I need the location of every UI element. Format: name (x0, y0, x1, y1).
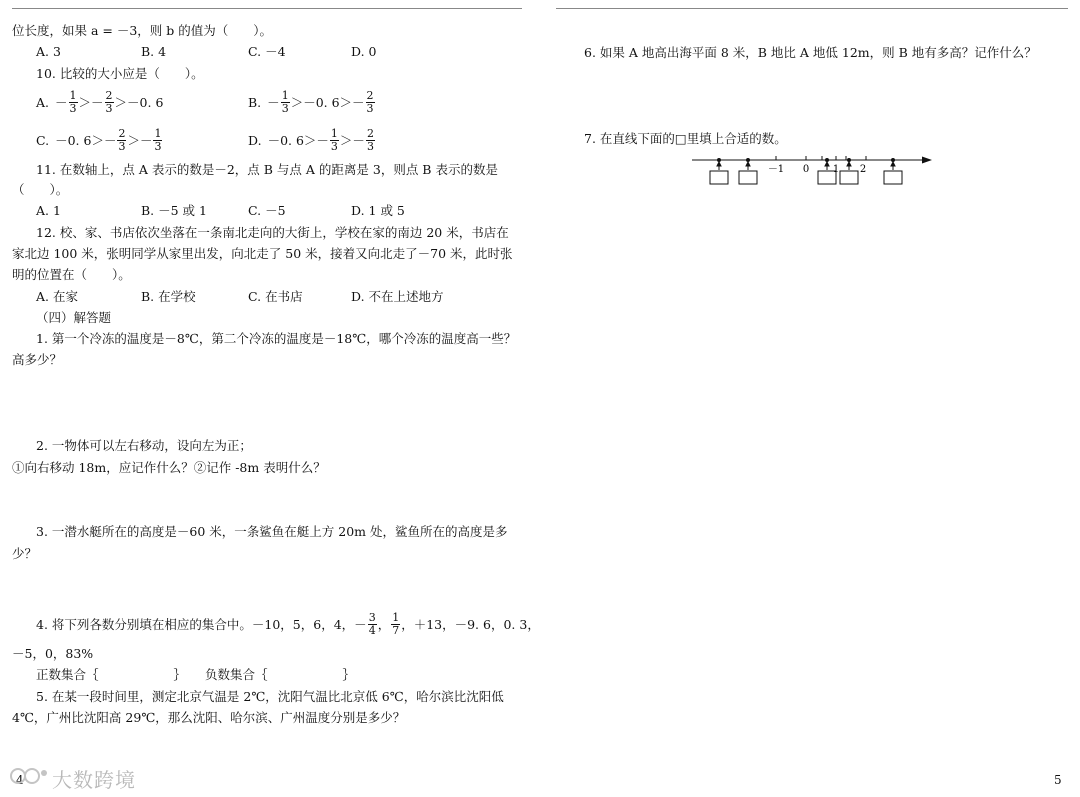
q10-d-f1-den: 3 (330, 140, 338, 153)
q10-b-f2-num: 2 (366, 89, 374, 102)
number-line-label: 2 (859, 164, 867, 175)
a4-fraction2 (391, 612, 400, 637)
number-line-label: －1 (767, 164, 785, 175)
page-number-left: 4 (16, 773, 24, 787)
answer-box[interactable] (739, 171, 757, 184)
q9-stem: 位长度，如果 a = －3，则 b 的值为（ ）。 (12, 23, 272, 38)
q12-option-d: D. 不在上述地方 (351, 289, 444, 304)
a2-line2: ①向右移动 18m，应记作什么？②记作 -8m 表明什么？ (12, 460, 326, 475)
section-heading: （四）解答题 (36, 310, 112, 325)
q12-option-c: C. 在书店 (248, 289, 303, 304)
q10-c-part2: ＞－ (127, 132, 153, 148)
q10-d-part1: －0. 6＞－ (267, 132, 329, 148)
q10-option-a (36, 90, 163, 115)
number-line-figure (688, 150, 938, 190)
q12-line3: 明的位置在（ ）。 (12, 267, 131, 282)
q9-options (36, 44, 376, 60)
a1-line1: 1. 第一个冷冻的温度是－8℃，第二个冷冻的温度是－18℃，哪个冷冻的温度高一些？ (36, 331, 517, 346)
number-line-arrowhead (922, 157, 932, 164)
q10-a-part2: ＞－ (78, 94, 104, 110)
q11-option-a: A. 1 (36, 203, 61, 218)
answer-box[interactable] (840, 171, 858, 184)
q12-option-b: B. 在学校 (141, 289, 196, 304)
q10-a-f1-num: 1 (69, 89, 77, 102)
a3-line1: 3. 一潜水艇所在的高度是－60 米，一条鲨鱼在艇上方 20m 处，鲨鱼所在的高度是多 (36, 524, 508, 539)
q11-option-c: C. －5 (248, 203, 286, 218)
q10-a-f2-num: 2 (105, 89, 113, 102)
q11-options (36, 203, 405, 219)
a4-pre: 4. 将下列各数分别填在相应的集合中。－10，5，6，4， (36, 616, 355, 632)
number-line-label: 1 (832, 164, 840, 175)
left-top-rule (12, 8, 522, 9)
q12-line1: 12. 校、家、书店依次坐落在一条南北走向的大街上，学校在家的南边 20 米，书店在 (36, 225, 509, 240)
a4-fraction1 (368, 612, 377, 637)
a1-line2: 高多少？ (12, 352, 63, 367)
a4-line1 (36, 612, 540, 637)
q9-option-d: D. 0 (351, 44, 377, 59)
q10-a-part3: ＞－0. 6 (114, 94, 164, 110)
a3-line2: 少？ (12, 546, 38, 561)
q10-b-part1: － (267, 94, 280, 110)
q10-d-fraction2 (366, 128, 375, 153)
answer-box[interactable] (884, 171, 902, 184)
q10-b-f1-den: 3 (281, 102, 289, 115)
q10-option-b (248, 90, 376, 115)
a4-f1-den: 4 (368, 624, 376, 637)
a4-negative-set: 负数集合｛ ｝ (205, 667, 356, 682)
q11-option-b: B. －5 或 1 (141, 203, 207, 218)
q10-a-f1-den: 3 (69, 102, 77, 115)
q11-option-d: D. 1 或 5 (351, 203, 405, 218)
a7-text: 7. 在直线下面的□里填上合适的数。 (584, 131, 787, 146)
watermark-text: 大数跨境 (52, 768, 136, 792)
q11-line1: 11. 在数轴上，点 A 表示的数是－2，点 B 与点 A 的距离是 3，则点 B 表示的数是 (36, 162, 498, 177)
a4-post: ，＋13，－9. 6，0. 3， (401, 616, 540, 632)
q10-c-part1: －0. 6＞－ (55, 132, 117, 148)
a5-line1: 5. 在某一段时间里，测定北京气温是 2℃，沈阳气温比北京低 6℃，哈尔滨比沈阳低 (36, 689, 504, 704)
q12-option-a: A. 在家 (36, 289, 78, 304)
q10-c-fraction2 (153, 128, 162, 153)
a2-line1: 2. 一物体可以左右移动，设向左为正； (36, 438, 252, 453)
q10-c-f2-num: 1 (154, 127, 162, 140)
q10-a-fraction1 (69, 90, 78, 115)
q10-option-c (36, 128, 163, 153)
q10-d-part2: ＞－ (339, 132, 365, 148)
q12-line2: 家北边 100 米，张明同学从家里出发，向北走了 50 米，接着又向北走了－70 米，此时张 (12, 246, 513, 261)
q9-option-c: C. －4 (248, 44, 286, 59)
q12-options (36, 289, 444, 305)
q10-c-f1-num: 2 (118, 127, 126, 140)
page-number-right: 5 (1054, 773, 1062, 787)
q10-b-fraction2 (366, 90, 375, 115)
q10-c-f2-den: 3 (154, 140, 162, 153)
a4-f2-den: 7 (392, 624, 400, 637)
right-top-rule (556, 8, 1068, 9)
a4-f2-num: 1 (392, 611, 400, 624)
watermark-logo-icon (8, 765, 48, 787)
number-line-label: 0 (802, 164, 810, 175)
q10-a-part1: － (55, 94, 68, 110)
q10-b-fraction1 (281, 90, 290, 115)
a4-sep1: ， (377, 616, 391, 632)
q10-a-f2-den: 3 (105, 102, 113, 115)
q10-b-part2: ＞－0. 6＞－ (290, 94, 365, 110)
q10-option-d (248, 128, 376, 153)
q10-d-f1-num: 1 (330, 127, 338, 140)
q9-option-a: A. 3 (36, 44, 61, 59)
answer-box[interactable] (710, 171, 728, 184)
q10-a-fraction2 (105, 90, 114, 115)
q10-d-f2-den: 3 (366, 140, 374, 153)
q10-c-label: C. (36, 132, 50, 148)
q10-c-fraction1 (117, 128, 126, 153)
q10-b-label: B. (248, 94, 262, 110)
q10-b-f2-den: 3 (366, 102, 374, 115)
q11-line2: （ ）。 (12, 182, 69, 197)
a5-line2: 4℃，广州比沈阳高 29℃，那么沈阳、哈尔滨、广州温度分别是多少？ (12, 710, 406, 725)
a4-positive-set: 正数集合｛ ｝ (36, 667, 187, 682)
q10-b-f1-num: 1 (281, 89, 289, 102)
q10-d-fraction1 (330, 128, 339, 153)
q10-a-label: A. (36, 94, 50, 110)
a6-text: 6. 如果 A 地高出海平面 8 米，B 地比 A 地低 12m，则 B 地有多高？记作什么？ (584, 45, 1037, 60)
a4-line2: －5，0，83% (12, 646, 94, 661)
a4-f1-num: 3 (368, 611, 376, 624)
q10-d-f2-num: 2 (366, 127, 374, 140)
q10-stem: 10. 比较的大小应是（ ）。 (36, 66, 204, 81)
a4-f1-sign: － (354, 616, 367, 632)
q9-option-b: B. 4 (141, 44, 167, 59)
q10-d-label: D. (248, 132, 262, 148)
q10-c-f1-den: 3 (118, 140, 126, 153)
